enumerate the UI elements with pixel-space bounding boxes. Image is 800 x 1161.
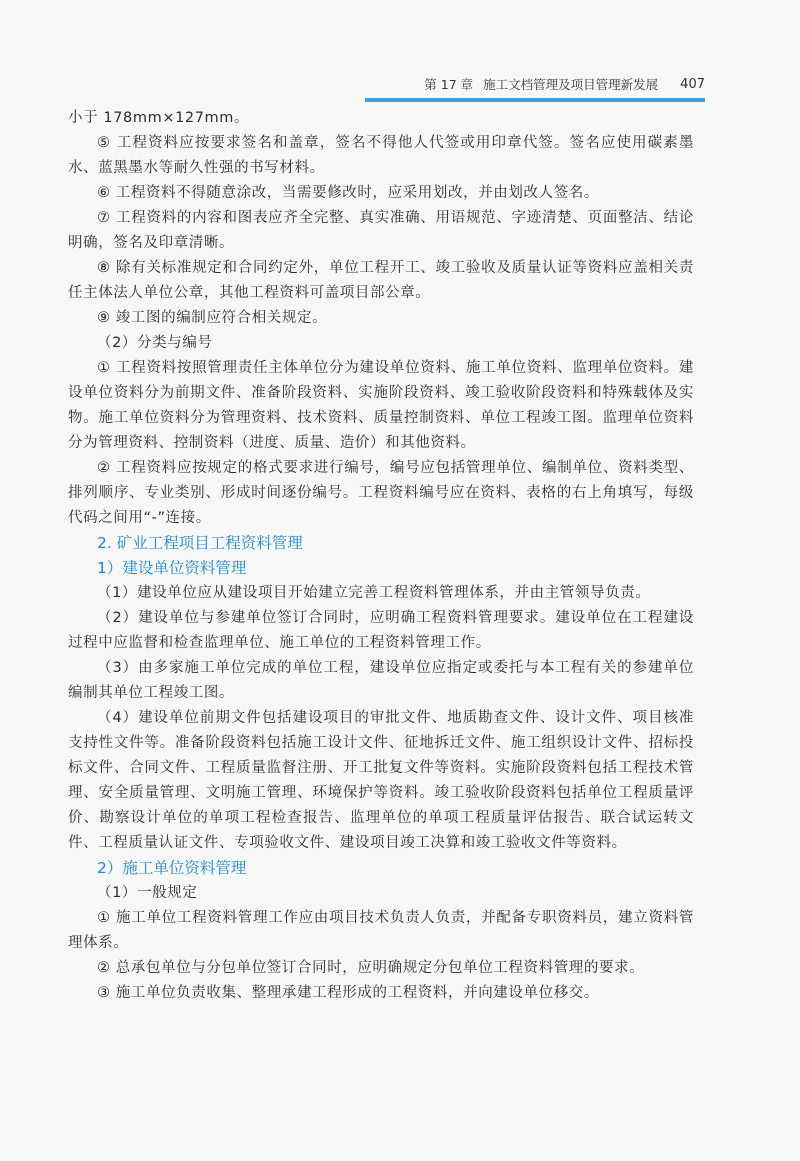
body-paragraph: ⑨ 竣工图的编制应符合相关规定。 (97, 310, 328, 326)
section-heading: 1）建设单位资料管理 (97, 559, 247, 577)
body-paragraph: （3）由多家施工单位完成的单位工程，建设单位应指定或委托与本工程有关的参建单位编制其单位工程竣工图。 (68, 660, 694, 701)
page-body (68, 106, 694, 1006)
body-paragraph: （2）分类与编号 (97, 335, 213, 351)
body-paragraph: ② 总承包单位与分包单位签订合同时，应明确规定分包单位工程资料管理的要求。 (97, 960, 645, 976)
body-paragraph: ⑤ 工程资料应按要求签名和盖章，签名不得他人代签或用印章代签。签名应使用碳素墨水、蓝黑墨水等耐久性强的书写材料。 (68, 135, 694, 176)
body-paragraph: （1）建设单位应从建设项目开始建立完善工程资料管理体系，并由主管领导负责。 (97, 585, 651, 601)
section-heading: 2）施工单位资料管理 (97, 859, 247, 877)
body-paragraph: ⑥ 工程资料不得随意涂改，当需要修改时，应采用划改，并由划改人签名。 (97, 185, 600, 201)
body-paragraph: ① 工程资料按照管理责任主体单位分为建设单位资料、施工单位资料、监理单位资料。建设单位资料分为前期文件、准备阶段资料、实施阶段资料、竣工验收阶段资料和特殊载体及实物。施工单位资料分为管理资料、技术资料、质量控制资料、单位工程竣工图。监理单位资料分为管理资料、控制资料（进度、质量、造价）和其他资料。 (68, 360, 694, 451)
body-paragraph: ② 工程资料应按规定的格式要求进行编号，编号应包括管理单位、编制单位、资料类型、排列顺序、专业类别、形成时间逐份编号。工程资料编号应在资料、表格的右上角填写，每级代码之间用“-”连接。 (68, 460, 694, 526)
body-paragraph: （2）建设单位与参建单位签订合同时，应明确工程资料管理要求。建设单位在工程建设过程中应监督和检查监理单位、施工单位的工程资料管理工作。 (68, 610, 694, 651)
body-paragraph: ⑦ 工程资料的内容和图表应齐全完整、真实准确、用语规范、字迹清楚、页面整洁、结论明确，签名及印章清晰。 (68, 210, 694, 251)
chapter-title: 施工文档管理及项目管理新发展 (483, 77, 659, 92)
body-paragraph: （1）一般规定 (97, 885, 198, 901)
chapter-label: 第 17 章 (424, 77, 474, 92)
body-paragraph: ① 施工单位工程资料管理工作应由项目技术负责人负责，并配备专职资料员，建立资料管理体系。 (68, 910, 694, 951)
running-header (365, 70, 705, 102)
body-paragraph: 小于 178mm×127mm。 (68, 110, 250, 126)
body-paragraph: ③ 施工单位负责收集、整理承建工程形成的工程资料，并向建设单位移交。 (97, 985, 600, 1001)
body-paragraph: （4）建设单位前期文件包括建设项目的审批文件、地质勘查文件、设计文件、项目核准支持性文件等。准备阶段资料包括施工设计文件、征地拆迁文件、施工组织设计文件、招标投标文件、合同文件、工程质量监督注册、开工批复文件等资料。实施阶段资料包括工程技术管理、安全质量管理、文明施工管理、环境保护等资料。竣工验收阶段资料包括单位工程质量评价、勘察设计单位的单项工程检查报告、监理单位的单项工程质量评估报告、联合试运转文件、工程质量认证文件、专项验收文件、建设项目竣工决算和竣工验收文件等资料。 (68, 710, 694, 851)
page-number: 407 (680, 76, 705, 92)
section-heading: 2. 矿业工程项目工程资料管理 (97, 534, 303, 552)
body-paragraph: ⑧ 除有关标准规定和合同约定外，单位工程开工、竣工验收及质量认证等资料应盖相关责任主体法人单位公章，其他工程资料可盖项目部公章。 (68, 260, 694, 301)
